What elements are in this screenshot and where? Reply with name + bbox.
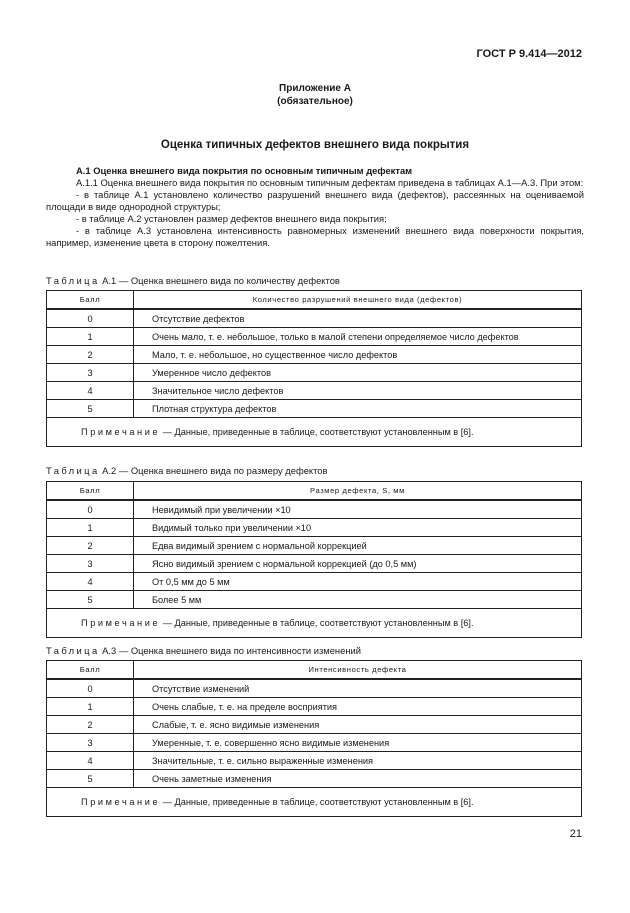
table-row — [47, 698, 582, 716]
column-header-description: Количество разрушений внешнего вида (дефектов) — [134, 291, 582, 310]
column-header-description: Размер дефекта, S, мм — [134, 482, 582, 501]
score-cell: 2 — [47, 716, 134, 734]
table-row — [47, 752, 582, 770]
table-row — [47, 346, 582, 364]
table-a2 — [46, 481, 582, 638]
score-cell: 1 — [47, 519, 134, 537]
table-row — [47, 591, 582, 609]
table-a1 — [46, 290, 582, 447]
note-text: — Данные, приведенные в таблице, соответствуют установленным в [6]. — [162, 427, 474, 437]
description-cell: Значительные, т. е. сильно выраженные изменения — [134, 752, 582, 770]
description-cell: Ясно видимый зрением с нормальной коррекцией (до 0,5 мм) — [134, 555, 582, 573]
description-cell: Очень заметные изменения — [134, 770, 582, 788]
table-a3 — [46, 660, 582, 817]
description-cell: Отсутствие изменений — [134, 679, 582, 698]
column-header-score: Балл — [47, 291, 134, 310]
score-cell: 4 — [47, 573, 134, 591]
description-cell: Едва видимый зрением с нормальной коррекцией — [134, 537, 582, 555]
description-cell: Плотная структура дефектов — [134, 400, 582, 418]
document-code: ГОСТ Р 9.414—2012 — [476, 48, 582, 60]
table-note — [47, 418, 582, 447]
column-header-description: Интенсивность дефекта — [134, 661, 582, 680]
subsection-heading: А.1 Оценка внешнего вида покрытия по основным типичным дефектам — [76, 165, 413, 176]
description-cell: Умеренные, т. е. совершенно ясно видимые изменения — [134, 734, 582, 752]
table-note-row — [47, 788, 582, 817]
intro-paragraph-4: - в таблице А.3 установлена интенсивность равномерных изменений внешнего вида поверхности покрытия, например, изменение цвета в сторону пожелтения. — [46, 225, 584, 248]
caption-label: Таблица — [46, 275, 100, 286]
description-cell: Видимый только при увеличении ×10 — [134, 519, 582, 537]
column-header-score: Балл — [47, 482, 134, 501]
note-label: Примечание — [81, 797, 161, 807]
description-cell: Слабые, т. е. ясно видимые изменения — [134, 716, 582, 734]
page-number: 21 — [569, 828, 582, 840]
table-row — [47, 734, 582, 752]
table-note — [47, 788, 582, 817]
score-cell: 3 — [47, 364, 134, 382]
description-cell: Мало, т. е. небольшое, но существенное число дефектов — [134, 346, 582, 364]
annex-status: (обязательное) — [277, 96, 353, 107]
description-cell: Отсутствие дефектов — [134, 309, 582, 328]
description-cell: Умеренное число дефектов — [134, 364, 582, 382]
table-row — [47, 770, 582, 788]
table-row — [47, 382, 582, 400]
table-a2-caption — [46, 465, 328, 476]
description-cell: Значительное число дефектов — [134, 382, 582, 400]
table-row — [47, 555, 582, 573]
table-row — [47, 716, 582, 734]
description-cell: От 0,5 мм до 5 мм — [134, 573, 582, 591]
score-cell: 2 — [47, 346, 134, 364]
table-row — [47, 537, 582, 555]
intro-paragraph-1: А.1.1 Оценка внешнего вида покрытия по основным типичным дефектам приведена в таблицах А.1—А.3. При этом: — [76, 177, 584, 188]
note-text: — Данные, приведенные в таблице, соответствуют установленным в [6]. — [162, 797, 474, 807]
table-row — [47, 679, 582, 698]
score-cell: 0 — [47, 500, 134, 519]
score-cell: 0 — [47, 679, 134, 698]
score-cell: 0 — [47, 309, 134, 328]
intro-paragraph-2: - в таблице А.1 установлено количество разрушений внешнего вида (дефектов), рассеянных на оцениваемой площади в виде однородной структуры; — [46, 189, 584, 212]
table-row — [47, 309, 582, 328]
caption-label: Таблица — [46, 465, 100, 476]
intro-paragraph-3: - в таблице А.2 установлен размер дефектов внешнего вида покрытия; — [76, 213, 387, 224]
caption-label: Таблица — [46, 645, 100, 656]
caption-text: А.1 — Оценка внешнего вида по количеству дефектов — [102, 275, 340, 286]
score-cell: 5 — [47, 400, 134, 418]
table-note-row — [47, 418, 582, 447]
table-note-row — [47, 609, 582, 638]
table-row — [47, 573, 582, 591]
table-a3-caption — [46, 645, 361, 656]
table-row — [47, 328, 582, 346]
note-label: Примечание — [81, 618, 161, 628]
note-label: Примечание — [81, 427, 161, 437]
table-a1-caption — [46, 275, 340, 286]
caption-text: А.2 — Оценка внешнего вида по размеру дефектов — [102, 465, 328, 476]
score-cell: 1 — [47, 328, 134, 346]
score-cell: 5 — [47, 591, 134, 609]
description-cell: Более 5 мм — [134, 591, 582, 609]
table-row — [47, 519, 582, 537]
annex-title: Приложение А — [279, 83, 351, 94]
score-cell: 4 — [47, 382, 134, 400]
table-row — [47, 400, 582, 418]
caption-text: А.3 — Оценка внешнего вида по интенсивности изменений — [102, 645, 361, 656]
description-cell: Очень слабые, т. е. на пределе восприятия — [134, 698, 582, 716]
table-row — [47, 500, 582, 519]
score-cell: 3 — [47, 555, 134, 573]
table-row — [47, 364, 582, 382]
score-cell: 1 — [47, 698, 134, 716]
score-cell: 5 — [47, 770, 134, 788]
description-cell: Очень мало, т. е. небольшое, только в малой степени определяемое число дефектов — [134, 328, 582, 346]
score-cell: 2 — [47, 537, 134, 555]
section-title: Оценка типичных дефектов внешнего вида покрытия — [160, 139, 470, 151]
intro-text — [46, 165, 584, 249]
description-cell: Невидимый при увеличении ×10 — [134, 500, 582, 519]
score-cell: 4 — [47, 752, 134, 770]
column-header-score: Балл — [47, 661, 134, 680]
note-text: — Данные, приведенные в таблице, соответствуют установленным в [6]. — [162, 618, 474, 628]
annex-heading — [0, 82, 630, 108]
table-note — [47, 609, 582, 638]
score-cell: 3 — [47, 734, 134, 752]
